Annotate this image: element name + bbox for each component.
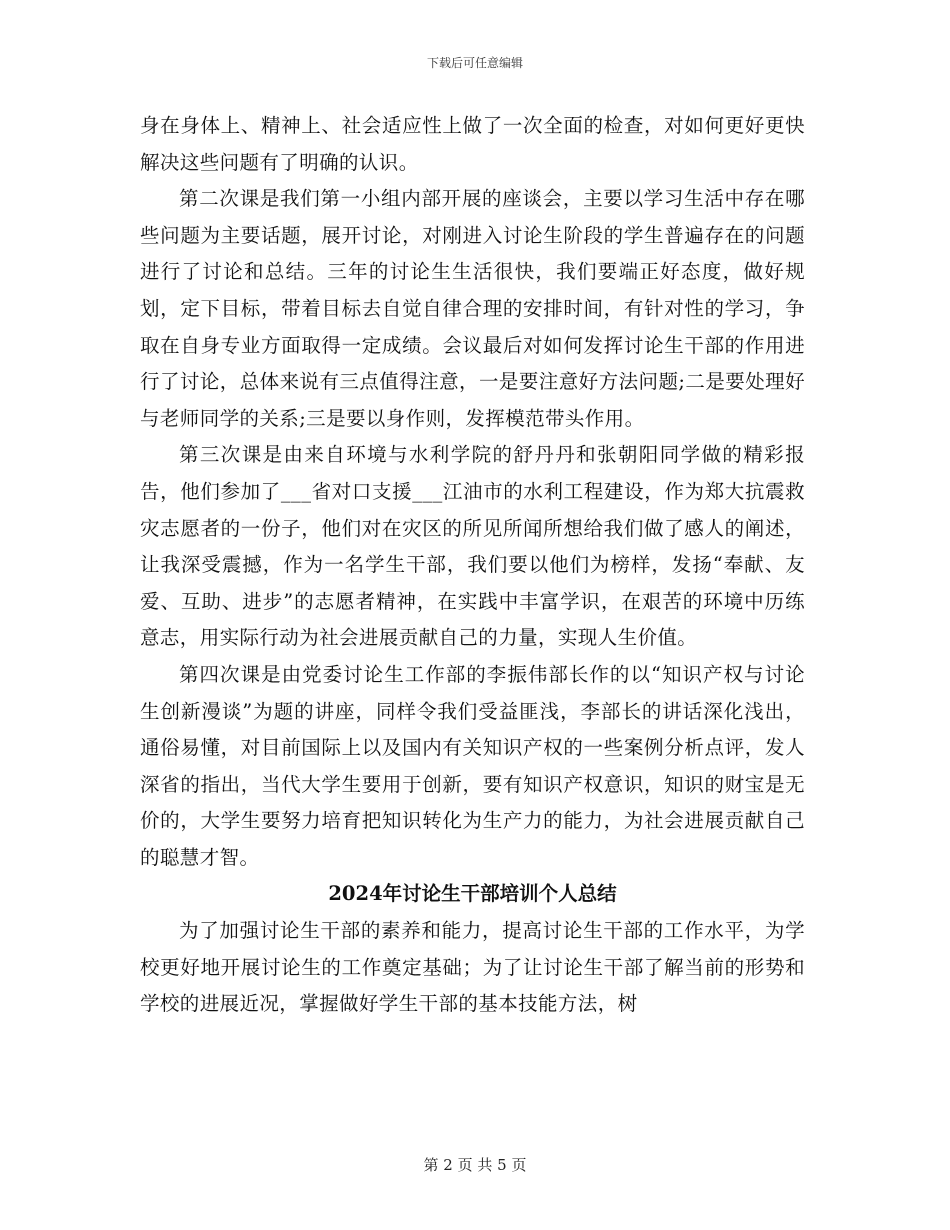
paragraph-section-intro: 为了加强讨论生干部的素养和能力，提高讨论生干部的工作水平，为学校更好地开展讨论生的工作奠定基础；为了让讨论生干部了解当前的形势和学校的进展近况，掌握做好学生干部的基本技能方法，树 bbox=[140, 919, 805, 1016]
page-header: 下载后可任意编辑 bbox=[426, 56, 523, 70]
section-title: 2024年讨论生干部培训个人总结 bbox=[328, 882, 617, 906]
paragraph-continuation: 身在身体上、精神上、社会适应性上做了一次全面的检查，对如何更好更快解决这些问题有了明确的认识。 bbox=[140, 114, 805, 174]
document-body bbox=[140, 108, 805, 1023]
page-footer: 第 2 页 共 5 页 bbox=[423, 1156, 527, 1174]
paragraph-second-class: 第二次课是我们第一小组内部开展的座谈会，主要以学习生活中存在哪些问题为主要话题，展开讨论，对刚进入讨论生阶段的学生普遍存在的问题进行了讨论和总结。三年的讨论生生活很快，我们要端正好态度，做好规划，定下目标，带着目标去自觉自律合理的安排时间，有针对性的学习，争取在自身专业方面取得一定成绩。会议最后对如何发挥讨论生干部的作用进行了讨论，总体来说有三点值得注意，一是要注意好方法问题;二是要处理好与老师同学的关系;三是要以身作则，发挥模范带头作用。 bbox=[140, 187, 805, 430]
paragraph-fourth-class: 第四次课是由党委讨论生工作部的李振伟部长作的以“知识产权与讨论生创新漫谈”为题的讲座，同样令我们受益匪浅，李部长的讲话深化浅出，通俗易懂，对目前国际上以及国内有关知识产权的一些案例分析点评，发人深省的指出，当代大学生要用于创新，要有知识产权意识，知识的财宝是无价的，大学生要努力培育把知识转化为生产力的能力，为社会进展贡献自己的聪慧才智。 bbox=[140, 662, 805, 869]
paragraph-third-class: 第三次课是由来自环境与水利学院的舒丹丹和张朝阳同学做的精彩报告，他们参加了___省对口支援___江油市的水利工程建设，作为郑大抗震救灾志愿者的一份子，他们对在灾区的所见所闻所想给我们做了感人的阐述，让我深受震撼，作为一名学生干部，我们要以他们为榜样，发扬“奉献、友爱、互助、进步”的志愿者精神，在实践中丰富学识，在艰苦的环境中历练意志，用实际行动为社会进展贡献自己的力量，实现人生价值。 bbox=[140, 443, 805, 650]
